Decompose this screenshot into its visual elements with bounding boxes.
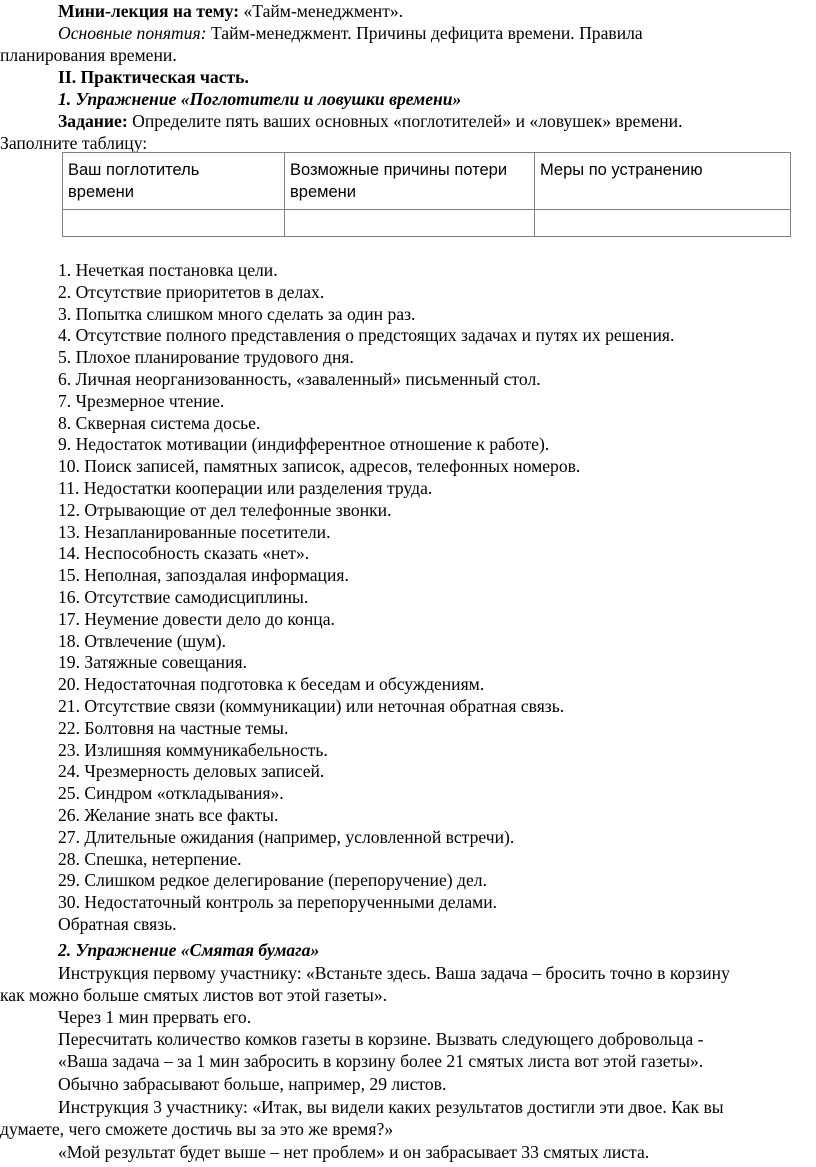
list-item: 4. Отсутствие полного представления о предстоящих задачах и путях их решения. xyxy=(58,325,675,346)
concepts-label: Основные понятия: xyxy=(58,23,207,43)
list-item: 8. Скверная система досье. xyxy=(58,412,261,433)
table-header-cell: Возможные причины потери времени xyxy=(285,153,535,210)
task-line xyxy=(0,110,816,132)
task-text: Определите пять ваших основных «поглотителей» и «ловушек» времени. xyxy=(127,111,683,131)
feedback-line: Обратная связь. xyxy=(58,913,177,934)
list-item: 2. Отсутствие приоритетов в делах. xyxy=(58,281,325,302)
table-cell xyxy=(535,210,791,237)
list-item: 28. Спешка, нетерпение. xyxy=(58,848,242,869)
table-header-cell: Меры по устранению xyxy=(535,153,791,210)
list-item: 14. Неспособность сказать «нет». xyxy=(58,543,310,564)
list-item: 5. Плохое планирование трудового дня. xyxy=(58,347,354,368)
concepts-line-2: планирования времени. xyxy=(0,45,177,65)
table-cell xyxy=(285,210,535,237)
concepts-text: Тайм-менеджмент. Причины дефицита времени. Правила xyxy=(206,23,643,43)
exercise-2-paragraph: «Мой результат будет выше – нет проблем» и он забрасывает 33 смятых листа. xyxy=(58,1142,650,1162)
list-item: 22. Болтовня на частные темы. xyxy=(58,717,289,738)
exercise-2-paragraph: Обычно забрасывают больше, например, 29 листов. xyxy=(58,1074,447,1094)
list-item: 25. Синдром «откладывания». xyxy=(58,783,284,804)
list-item: 24. Чрезмерность деловых записей. xyxy=(58,761,325,782)
exercise-2-paragraph: «Ваша задача – за 1 мин забросить в корзину более 21 смятых листа вот этой газеты». xyxy=(58,1051,704,1071)
exercise-2-paragraph: Пересчитать количество комков газеты в корзине. Вызвать следующего добровольца - xyxy=(58,1029,704,1049)
lecture-topic: «Тайм-менеджмент». xyxy=(239,1,404,21)
list-item: 23. Излишняя коммуникабельность. xyxy=(58,739,328,760)
lecture-label: Мини-лекция на тему: xyxy=(58,1,240,21)
list-item: 7. Чрезмерное чтение. xyxy=(58,390,225,411)
list-item: 3. Попытка слишком много сделать за один раз. xyxy=(58,303,416,324)
list-item: 9. Недостаток мотивации (индифферентное отношение к работе). xyxy=(58,434,550,455)
list-item: 18. Отвлечение (шум). xyxy=(58,630,227,651)
exercise-2-title: 2. Упражнение «Смятая бумага» xyxy=(58,940,320,960)
fill-table-instruction: Заполните таблицу: xyxy=(0,133,148,153)
exercise-2-paragraph: как можно больше смятых листов вот этой газеты». xyxy=(0,985,388,1005)
exercise-2-paragraph: думаете, чего сможете достичь вы за это же время?» xyxy=(0,1119,394,1139)
list-item: 17. Неумение довести дело до конца. xyxy=(58,608,335,629)
table-header-row xyxy=(63,153,791,210)
list-item: 20. Недостаточная подготовка к беседам и обсуждениям. xyxy=(58,674,485,695)
lecture-heading xyxy=(0,0,816,22)
table-cell xyxy=(63,210,285,237)
list-item: 1. Нечеткая постановка цели. xyxy=(58,260,278,280)
list-item: 13. Незапланированные посетители. xyxy=(58,521,331,542)
list-item: 29. Слишком редкое делегирование (перепоручение) дел. xyxy=(58,870,487,891)
exercise-2-paragraph: Инструкция первому участнику: «Встаньте здесь. Ваша задача – бросить точно в корзину xyxy=(58,963,730,983)
exercise-1-title: 1. Упражнение «Поглотители и ловушки времени» xyxy=(58,89,462,109)
list-item: 11. Недостатки кооперации или разделения труда. xyxy=(58,477,433,498)
exercise-2-paragraph: Через 1 мин прервать его. xyxy=(58,1007,252,1027)
list-item: 26. Желание знать все факты. xyxy=(58,804,279,825)
table-header-cell: Ваш поглотитель времени xyxy=(63,153,285,210)
list-item: 19. Затяжные совещания. xyxy=(58,652,248,673)
list-item: 27. Длительные ожидания (например, условленной встречи). xyxy=(58,826,515,847)
table-empty-row xyxy=(63,210,791,237)
time-wasters-table xyxy=(62,152,791,237)
exercise-2-paragraph: Инструкция 3 участнику: «Итак, вы видели каких результатов достигли эти двое. Как вы xyxy=(58,1097,724,1117)
concepts-line xyxy=(0,22,816,44)
list-item: 21. Отсутствие связи (коммуникации) или неточная обратная связь. xyxy=(58,695,565,716)
list-item: 12. Отрывающие от дел телефонные звонки. xyxy=(58,499,392,520)
list-item: 10. Поиск записей, памятных записок, адресов, телефонных номеров. xyxy=(58,456,581,477)
list-item: 15. Неполная, запоздалая информация. xyxy=(58,565,349,586)
time-wasters-list xyxy=(58,260,674,936)
section-title: II. Практическая часть. xyxy=(58,67,249,87)
list-item: 30. Недостаточный контроль за перепорученными делами. xyxy=(58,892,498,913)
list-item: 16. Отсутствие самодисциплины. xyxy=(58,586,309,607)
list-item: 6. Личная неорганизованность, «заваленный» письменный стол. xyxy=(58,368,541,389)
task-label: Задание: xyxy=(58,111,128,131)
